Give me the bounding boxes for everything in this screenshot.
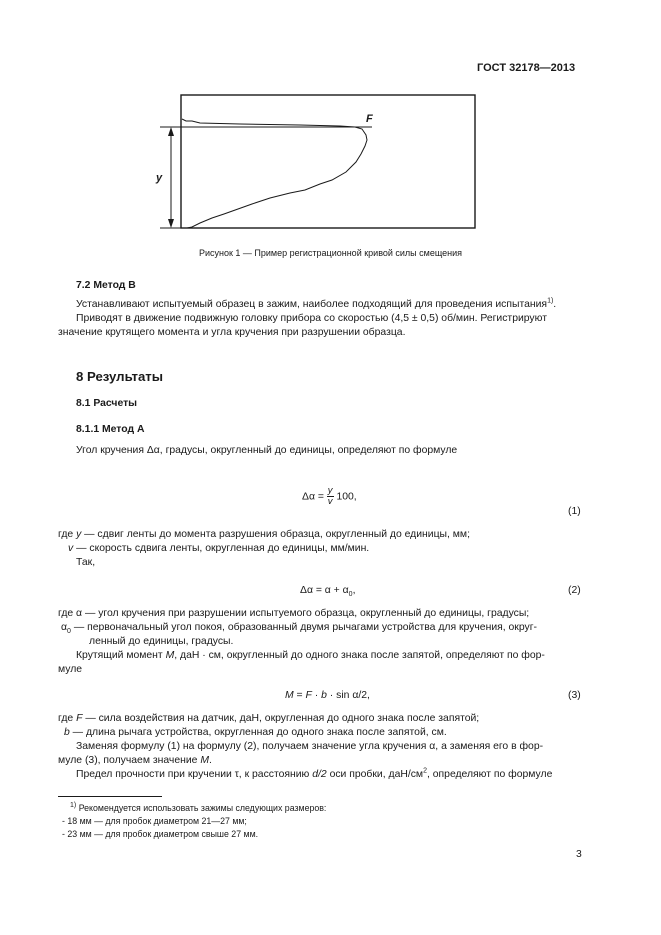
section-8-1-title: 8.1 Расчеты	[76, 398, 138, 409]
footnote-line-2: - 18 мм — для пробок диаметром 21—27 мм;	[62, 816, 247, 826]
figure-caption: Рисунок 1 — Пример регистрационной кривой силы смещения	[198, 248, 463, 258]
replace-line-2: муле (3), получаем значение M.	[58, 755, 212, 766]
section-8-title: 8 Результаты	[76, 369, 164, 384]
equation-2: $\Delta\alpha = \alpha + \alpha_0$,	[300, 585, 356, 599]
y-label: y	[156, 172, 163, 184]
section-7-2-title: 7.2 Метод B	[76, 280, 136, 291]
force-curve	[182, 119, 367, 228]
footnote-line-3: - 23 мм — для пробок диаметром свыше 27 мм.	[62, 829, 259, 839]
section-8-1-1-title: 8.1.1 Метод А	[76, 424, 145, 435]
section-7-2-paragraph-2-line-1: Приводят в движение подвижную головку прибора со скоростью (4,5 ± 0,5) об/мин. Регистрируют	[76, 313, 547, 324]
torque-line-2: муле	[58, 664, 83, 675]
where-alpha-0-cont: ленный до единицы, градусы.	[89, 636, 234, 647]
footnote-ref: 1)	[547, 297, 554, 305]
section-7-2-paragraph-1: Устанавливают испытуемый образец в зажим, наиболее подходящий для проведения испытания$^{1)}$.	[76, 297, 557, 310]
fraction-y-over-v: $\frac{y}{v}$	[327, 485, 333, 507]
equation-2-number: (2)	[568, 585, 581, 596]
so-text: Так,	[76, 557, 96, 568]
where-alpha: где α — угол кручения при разрушении испытуемого образца, округленный до единицы, градусы;	[58, 608, 530, 619]
where-b: b — длина рычага устройства, округленная до одного знака после запятой, см.	[64, 727, 447, 738]
where-y: где y — сдвиг ленты до момента разрушения образца, округленный до единицы, мм;	[58, 529, 470, 540]
equation-1-number: (1)	[568, 506, 581, 517]
where-v: v — скорость сдвига ленты, округленная до единицы, мм/мин.	[68, 543, 370, 554]
torque-line-1: Крутящий момент M, даН · см, округленный до одного знака после запятой, определяют по фор-	[76, 650, 545, 661]
equation-1: Δα = $\frac{y}{v}$ 100,	[302, 485, 357, 507]
equation-3-number: (3)	[568, 690, 581, 701]
footnote-rule	[58, 796, 162, 797]
page-number: 3	[576, 849, 582, 860]
footnote-line-1: $^{1)}$ Рекомендуется использовать зажимы следующих размеров:	[70, 802, 327, 813]
where-f: где F — сила воздействия на датчик, даН, округленная до одного знака после запятой;	[58, 713, 480, 724]
where-alpha-0: $\alpha_0$ — первоначальный угол покоя, образованный двумя рычагами устройства для кручения, округ-	[61, 622, 537, 636]
y-arrow-down	[168, 219, 174, 228]
document-code: ГОСТ 32178—2013	[477, 62, 576, 74]
strength-line: Предел прочности при кручении τ, к расстоянию d/2 оси пробки, даН/$см^2$, определяют по формуле	[76, 767, 553, 780]
plot-frame	[181, 95, 475, 228]
section-7-2-paragraph-2-line-2: значение крутящего момента и угла кручения при разрушении образца.	[58, 327, 406, 338]
y-arrow-up	[168, 127, 174, 136]
equation-3: M = F · b · sin α/2,	[285, 690, 370, 701]
method-a-intro: Угол кручения Δα, градусы, округленный до единицы, определяют по формуле	[76, 445, 458, 456]
replace-line-1: Заменяя формулу (1) на формулу (2), получаем значение угла кручения α, а заменяя его в фор-	[76, 741, 544, 752]
f-label: F	[366, 113, 373, 125]
